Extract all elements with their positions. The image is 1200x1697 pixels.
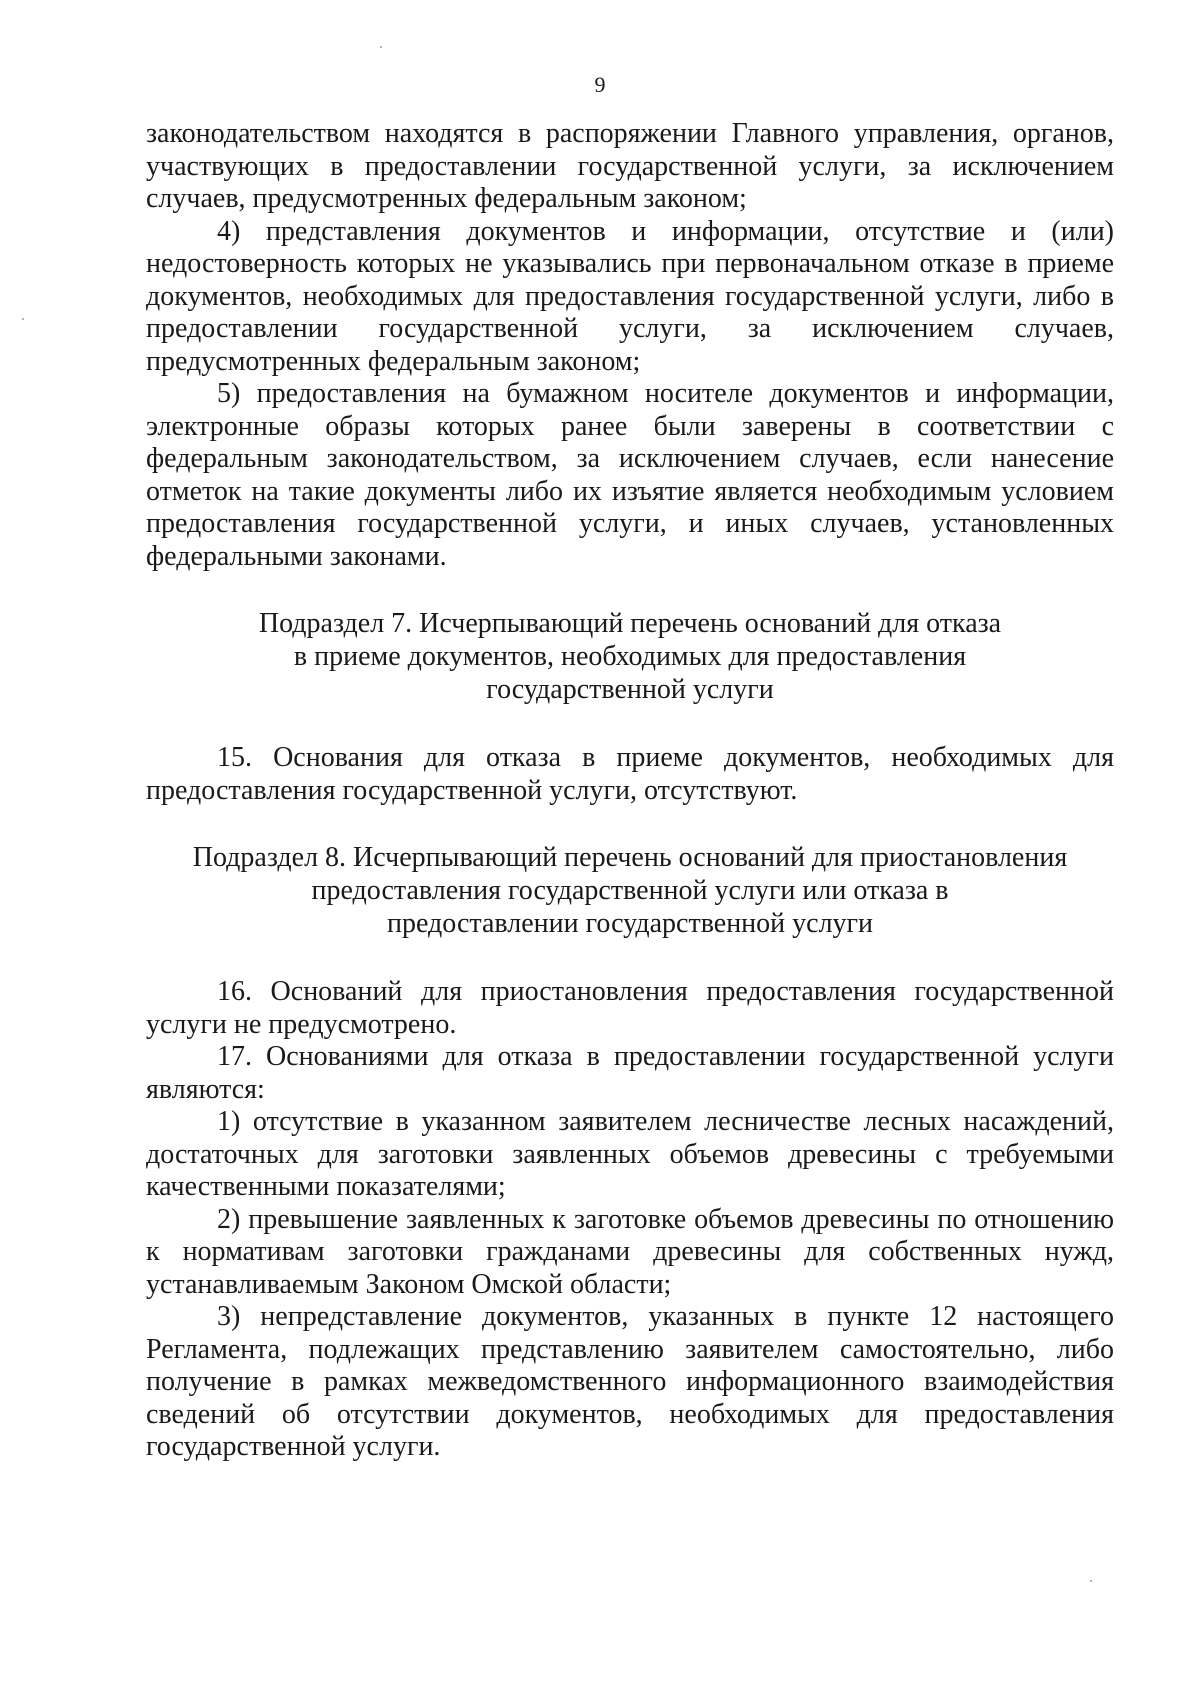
paragraph-item-4: 4) представления документов и информации, отсутствие и (или) недостоверность которых не указывались при первоначальном отказе в приеме документов, необходимых для предоставления государственной услуги, либо в предоставлении государственной услуги, за исключением случаев, предусмотренных федеральным законом; [146, 215, 1114, 377]
paragraph-17-item-1: 1) отсутствие в указанном заявителем лесничестве лесных насаждений, достаточных для заготовки заявленных объемов древесины с требуемыми качественными показателями; [146, 1106, 1114, 1202]
scan-speck [1090, 1580, 1092, 1582]
paragraph-17-item-2: 2) превышение заявленных к заготовке объемов древесины по отношению к нормативам заготовки гражданами древесины для собственных нужд, устанавливаемым Законом Омской области; [146, 1203, 1114, 1300]
heading-line: Подраздел 7. Исчерпывающий перечень оснований для отказа [258, 608, 1002, 639]
paragraph-intro-continuation: законодательством находятся в распоряжении Главного управления, органов, участвующих в предоставлении государственной услуги, за исключением случаев, предусмотренных федеральным законом; [146, 118, 1114, 214]
heading-line: Подраздел 8. Исчерпывающий перечень оснований для приостановления [192, 842, 1068, 873]
heading-line: предоставлении государственной услуги [386, 908, 874, 939]
heading-line: предоставления государственной услуги или отказа в [311, 875, 949, 906]
paragraph-17-item-3: 3) непредставление документов, указанных в пункте 12 настоящего Регламента, подлежащих представлению заявителем самостоятельно, либо получение в рамках межведомственного информационного взаимодействия сведений об отсутствии документов, необходимых для предоставления государственной услуги. [146, 1301, 1114, 1462]
paragraph-15: 15. Основания для отказа в приеме документов, необходимых для предоставления государственной услуги, отсутствуют. [146, 742, 1114, 806]
paragraph-item-5: 5) предоставления на бумажном носителе документов и информации, электронные образы которых ранее были заверены в соответствии с федеральным законодательством, за исключением случаев, если нанесение отметок на такие документы либо их изъятие является необходимым условием предоставления государственной услуги, и иных случаев, установленных федеральными законами. [146, 378, 1114, 572]
scan-speck [380, 46, 382, 48]
heading-line: в приеме документов, необходимых для предоставления [293, 641, 967, 672]
paragraph-16: 16. Оснований для приостановления предоставления государственной услуги не предусмотрено. [146, 976, 1114, 1040]
page-number: 9 [594, 72, 606, 97]
subsection-8-heading [146, 841, 1114, 940]
heading-line: государственной услуги [486, 674, 774, 705]
subsection-7-heading [146, 607, 1114, 706]
paragraph-17: 17. Основаниями для отказа в предоставлении государственной услуги являются: [146, 1041, 1114, 1105]
scan-speck [22, 318, 24, 320]
document-body [146, 118, 1114, 1464]
